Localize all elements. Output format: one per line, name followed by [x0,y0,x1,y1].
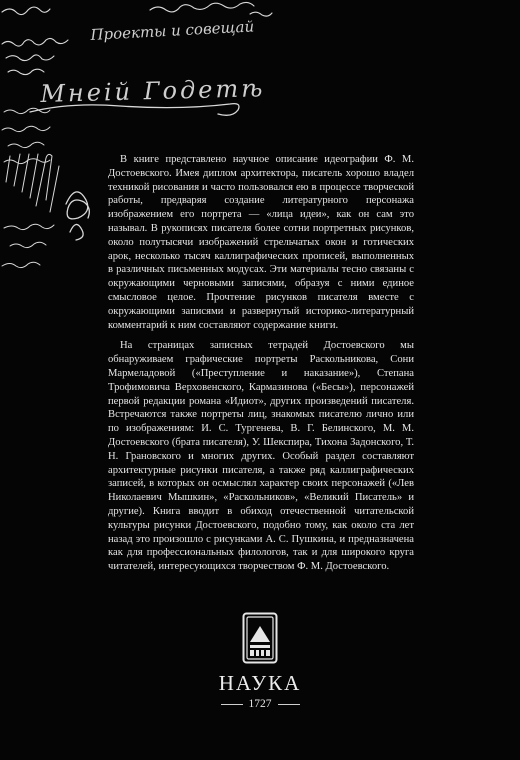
description-text [108,153,414,574]
publisher-logo [215,612,305,710]
publisher-founding-year: 1727 [248,698,272,710]
handwriting-stroke [8,69,44,74]
handwriting-stroke [36,154,59,212]
year-rule-right [278,704,300,705]
handwriting-stroke [6,154,38,198]
handwriting-flourish [66,192,89,219]
handwriting-stroke [2,126,50,131]
year-rule-left [221,704,243,705]
handwriting-flourish [70,224,83,240]
handwritten-note: Проекты и совещай [90,17,255,44]
publisher-name: НАУКА [218,671,302,695]
handwritten-signature: Мнеій Годетѣ [40,74,266,108]
handwriting-stroke [6,55,54,61]
handwriting-stroke [2,262,40,267]
description-paragraph: В книге представлено научное описание идеографии Ф. М. Достоевского. Имея диплом архитектора, писатель хорошо владел техникой рисования и часто пользовался ею в процессе творческой работы, предваряя создание литературного персонажа изображением его портрета — «лица идеи», как он сам это называл. В рукописях писателя более сотни портретных рисунков, около полутысячи изображений стрельчатых окон и готических арок, несколько тысяч каллиграфических прописей, выполненных в различных письменных модусах. Эти материалы тесно связаны с окружающими черновыми записями, образуя с ними единое смысловое целое. Прочтение рисунков писателя вместе с окружающими записями и развернутый историко-литературный комментарий к ним составляют содержание книги. [108,154,414,331]
publisher-year-row [215,698,305,710]
publisher-emblem-icon [242,612,278,664]
handwriting-stroke [250,12,272,16]
handwriting-stroke [4,224,54,229]
handwriting-stroke [2,7,50,15]
handwriting-stroke [8,142,44,147]
handwriting-stroke [2,38,68,46]
handwriting-stroke [150,2,254,12]
description-paragraph: На страницах записных тетрадей Достоевского мы обнаруживаем графические портреты Раскольникова, Сони Мармеладовой («Преступление и наказание»), Степана Трофимовича Верховенского, Кармазинова («Бесы»), персонажей первой редакции романа «Идиот», других произведений писателя. Встречаются также портреты лиц, знакомых писателю лично или по изображениям: И. С. Тургенева, В. Г. Белинского, М. М. Достоевского (брата писателя), У. Шекспира, Тихона Задонского, Т. Н. Грановского и многих других. Особый раздел составляют архитектурные рисунки писателя, а также ряд каллиграфических записей, в которых он осмыслял характер своих персонажей («Лев Николаевич Мышкин», «Раскольников», «Великий Писатель» и другие). Книга вводит в обиход отечественной читательской культуры рисунки Достоевского, подобно тому, как около ста лет назад это произошло с рисунками А. С. Пушкина, и предназначена как для профессиональных филологов, так и для широкого круга читателей, интересующихся творчеством Ф. М. Достоевского. [108,340,414,573]
handwriting-stroke [10,242,46,247]
